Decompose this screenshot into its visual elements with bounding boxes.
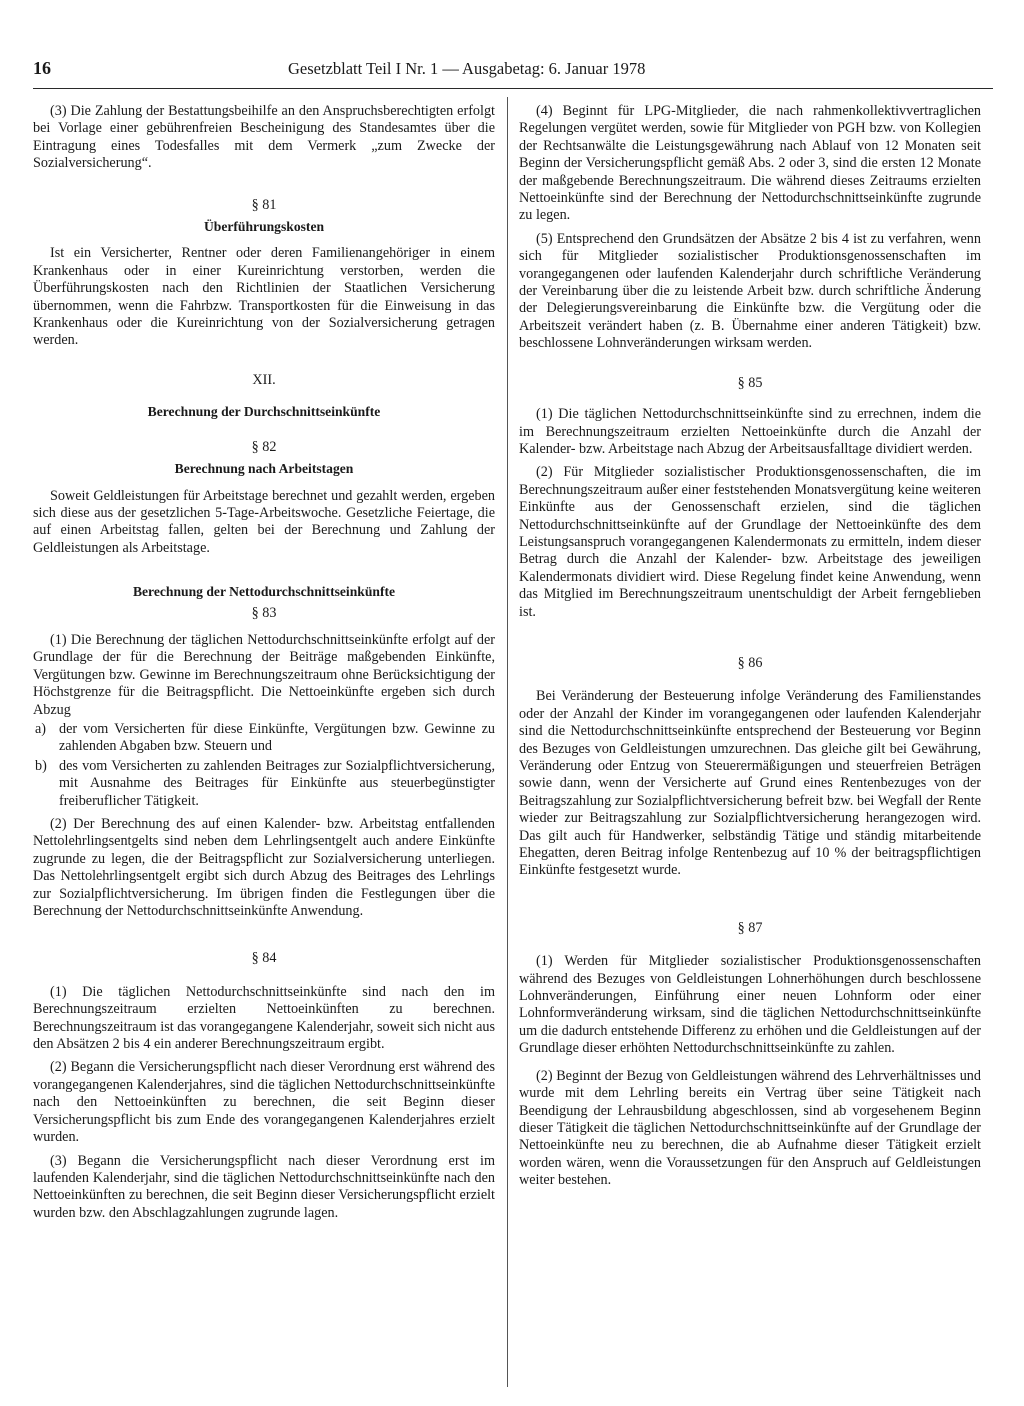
column-divider <box>507 97 508 1387</box>
chapter-number: XII. <box>252 371 276 388</box>
document-page <box>33 58 993 1379</box>
paragraph: (1) Die täglichen Nettodurchschnittseinkünfte sind nach den im Berechnungszeitraum erzielten Nettoeinkünften zu berechnen. Berechnungszeitraum ist das vorangegangene Kalenderjahr, soweit sich nicht aus den Absätzen 2 bis 4 ein anderer Berechnungszeitraum ergibt. <box>33 983 495 1053</box>
chapter-heading: Berechnung der Durchschnittseinkünfte <box>147 404 381 420</box>
section-number: § 85 <box>737 374 763 391</box>
paragraph: Ist ein Versicherter, Rentner oder deren Familienangehöriger in einem Krankenhaus oder in einer Kureinrichtung verstorben, werden die Überführungskosten nach den Richtlinien der Staatlichen Versicherung übernommen, wenn die Fahrbzw. Transportkosten für die Einweisung in das Krankenhaus oder die Kureinrichtung von der Sozialversicherung getragen werden. <box>33 245 495 349</box>
paragraph: (2) Für Mitglieder sozialistischer Produktionsgenossenschaften, die im Berechnungszeitraum außer einer feststehenden Monatsvergütung keine weiteren Einkünfte aus der Genossenschaft erzielen, sind die täglichen Nettodurchschnittseinkünfte auf der Grundlage der Nettoeinkünfte des dem Leistungsanspruch vorangegangenen Kalendermonats zu ermitteln, indem dieser Betrag durch die Anzahl der Kalender- bzw. Arbeitstage des jeweiligen Kalendermonats dividiert wird. Diese Regelung findet keine Anwendung, wenn das Mitglied im Berechnungszeitraum unentschuldigt der Arbeit ferngeblieben ist. <box>519 464 981 620</box>
page-number: 16 <box>33 58 51 78</box>
section-number: § 86 <box>737 654 763 671</box>
text-columns <box>33 89 993 1379</box>
section-number: § 87 <box>737 919 763 936</box>
list-item <box>33 721 495 756</box>
paragraph: (3) Begann die Versicherungspflicht nach dieser Verordnung erst im laufenden Kalenderjahr, sind die täglichen Nettodurchschnittseinkünfte nach den Nettoeinkünften zu berechnen, die seit Beginn dieser Versicherungspflicht erzielt wurden bzw. den Abschlagzahlungen zugrunde lagen. <box>33 1152 495 1221</box>
paragraph: (2) Beginnt der Bezug von Geldleistungen während des Lehrverhältnisses und wurde mit dem Lehrling bereits ein Vertrag über seine Tätigkeit nach Beendigung der Lehrausbildung abgeschlossen, sind ab vorgesehenem Beginn dieser Tätigkeit die täglichen Nettodurchschnittseinkünfte auf der Grundlage der Nettoeinkünfte neu zu berechnen, die ab Aufnahme dieser Tätigkeit erzielt worden wären, wenn die Voraussetzungen für den Anspruch auf Geldleistungen weiter bestehen. <box>519 1067 981 1189</box>
list-text: des vom Versicherten zu zahlenden Beitrages zur Sozialpflichtversicherung, mit Ausnahme des Beitrages für Einkünfte aus steuerbegünstigter freiberuflicher Tätigkeit. <box>59 757 495 809</box>
right-column <box>519 103 981 1196</box>
section-number: § 84 <box>251 950 277 967</box>
section-number: § 83 <box>251 604 277 621</box>
paragraph: Soweit Geldleistungen für Arbeitstage berechnet und gezahlt werden, ergeben sich diese aus der gesetzlichen 5-Tage-Arbeitswoche. Gesetzliche Feiertage, die auf einen Arbeitstag fallen, gelten bei der Berechnung und Zahlung der Geldleistungen als Arbeitstage. <box>33 487 495 556</box>
section-heading: Überführungskosten <box>203 219 325 235</box>
running-title: Gesetzblatt Teil I Nr. 1 — Ausgabetag: 6. Januar 1978 <box>288 59 646 78</box>
list-text: der vom Versicherten für diese Einkünfte, Vergütungen bzw. Gewinne zu zahlenden Abgaben bzw. Steuern und <box>59 720 495 755</box>
paragraph: (1) Die täglichen Nettodurchschnittseinkünfte sind zu errechnen, indem die im Berechnungszeitraum erzielten Nettoeinkünfte durch die Anzahl der Kalender- bzw. Arbeitstage nach Abzug der Arbeitsausfalltage dividiert werden. <box>519 406 981 457</box>
page-header <box>33 58 993 89</box>
list-label: b) <box>35 757 47 774</box>
left-column <box>33 103 495 1228</box>
paragraph: (1) Werden für Mitglieder sozialistischer Produktionsgenossenschaften während des Bezuges von Geldleistungen Lohnerhöhungen durch beschlossene Lohnveränderungen, Einführung einer neuen Lohnform oder einer Lohnformveränderung wirksam, sind die täglichen Nettodurchschnittseinkünfte um die dadurch entstehende Differenz zu erhöhen und die Geldleistungen auf der Grundlage dieser erhöhten Nettodurchschnittseinkünfte zu zahlen. <box>519 953 981 1057</box>
paragraph: (1) Die Berechnung der täglichen Nettodurchschnittseinkünfte erfolgt auf der Grundlage der für die Berechnung der Beiträge maßgebenden Einkünfte, Vergütungen bzw. Gewinne im Berechnungszeitraum ohne Berücksichtigung der Höchstgrenze für die Beitragspflicht. Die Nettoeinkünfte ergeben sich durch Abzug <box>33 631 495 718</box>
paragraph: (2) Begann die Versicherungspflicht nach dieser Verordnung erst während des vorangegangenen Kalenderjahres, sind die täglichen Nettodurchschnittseinkünfte nach den Nettoeinkünften zu berechnen, die seit Beginn dieser Versicherungspflicht bis zum Ende des vorangegangenen Kalenderjahres erzielt wurden. <box>33 1059 495 1146</box>
section-number: § 81 <box>251 196 277 213</box>
subchapter-heading: Berechnung der Nettodurchschnittseinkünfte <box>132 584 396 600</box>
list-item <box>33 758 495 810</box>
list-label: a) <box>35 720 47 737</box>
paragraph: (5) Entsprechend den Grundsätzen der Absätze 2 bis 4 ist zu verfahren, wenn sich für Mitglieder sozialistischer Produktionsgenossenschaften im vorangegangenen oder laufenden Kalenderjahr durch schriftliche Veränderung der Vereinbarung über die zu leistende Arbeit bzw. durch schriftliche Änderung der Delegierungsvereinbarung die Einkünfte bzw. die Vergütung oder die Arbeitszeit verändert haben (z. B. Übernahme einer anderen Tätigkeit) bzw. beschlossene Lohnveränderungen wirksam werden. <box>519 230 981 352</box>
paragraph: Bei Veränderung der Besteuerung infolge Veränderung des Familienstandes oder der Anzahl der Kinder im vorangegangenen oder laufenden Kalenderjahr sind die Nettodurchschnittseinkünfte entsprechend der Besteuerung vor Beginn des Bezuges von Geldleistungen umzurechnen. Das gleiche gilt bei Gewährung, Veränderung oder Entzug von Steuerermäßigungen und steuerfreien Beträgen sowie dann, wenn der Versicherte auf Grund eines Rentenbezuges von der Beitragszahlung zur Sozialpflichtversicherung befreit bzw. bei Wegfall der Rente wieder zur Beitragszahlung zur Sozialpflichtversicherung herangezogen wird. Das gilt auch für Handwerker, selbständig Tätige und ständig mitarbeitende Ehegatten, deren Beitrag infolge Rentenbezug auf 10 % der beitragspflichtigen Einkünfte festgesetzt wurde. <box>519 688 981 879</box>
section-number: § 82 <box>251 438 277 455</box>
paragraph: (4) Beginnt für LPG-Mitglieder, die nach rahmenkollektivvertraglichen Regelungen vergütet werden, sowie für Mitglieder von PGH bzw. von Kollegien der Rechtsanwälte die Leistungsgewährung nach Ablauf von 12 Monaten seit Beginn der Versicherungspflicht gemäß Abs. 2 oder 3, sind die ersten 12 Monate der maßgebende Berechnungszeitraum. Die während dieses Zeitraums erzielten Nettoeinkünfte sind der Berechnung der Nettodurchschnittseinkünfte zugrunde zu legen. <box>519 103 981 224</box>
paragraph: (3) Die Zahlung der Bestattungsbeihilfe an den Anspruchsberechtigten erfolgt bei Vorlage einer gebührenfreien Bescheinigung des Standesamtes über die Eintragung eines Todesfalles mit dem Vermerk „zum Zwecke der Sozialversicherung“. <box>33 103 495 172</box>
section-heading: Berechnung nach Arbeitstagen <box>174 461 354 477</box>
paragraph: (2) Der Berechnung des auf einen Kalender- bzw. Arbeitstag entfallenden Nettolehrlingsentgelts sind neben dem Lehrlingsentgelt auch andere Einkünfte zugrunde zu legen, die der Beitragspflicht zur Sozialversicherung unterliegen. Das Nettolehrlingsentgelt ergibt sich durch Abzug des Beitrages des Lehrlings zur Sozialpflichtversicherung. Im übrigen finden die Festlegungen über die Berechnung der Nettodurchschnittseinkünfte Anwendung. <box>33 816 495 920</box>
